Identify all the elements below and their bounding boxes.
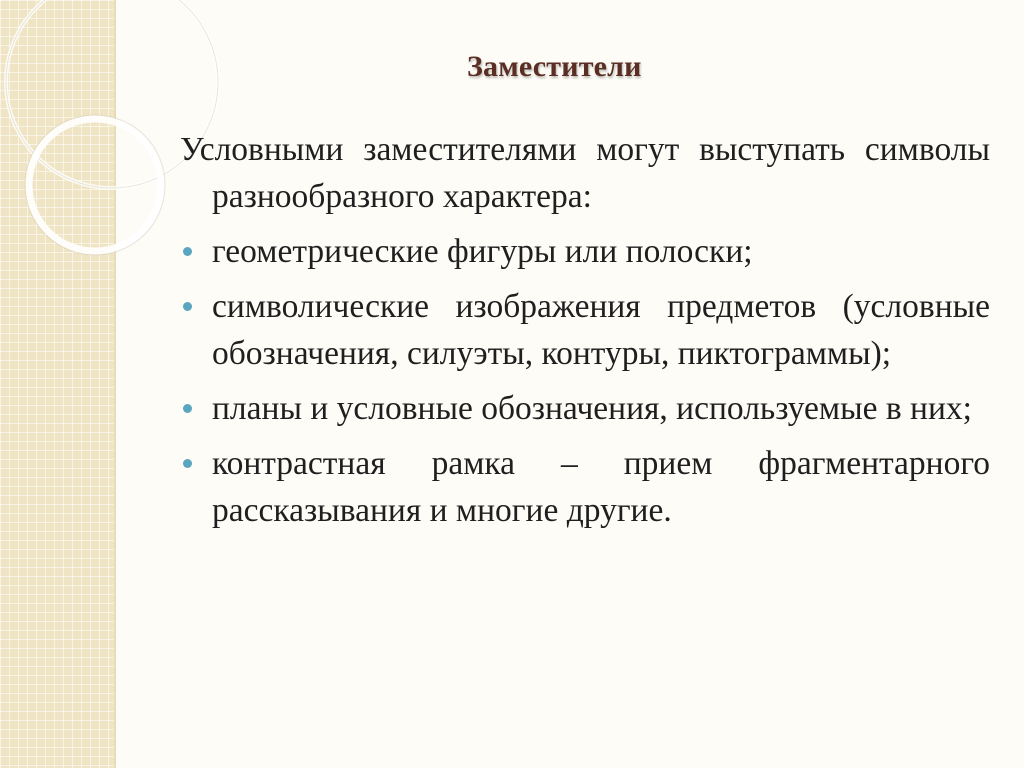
list-item	[180, 385, 990, 432]
list-item	[180, 283, 990, 377]
list-item-text: геометрические фигуры или полоски;	[212, 233, 753, 270]
bullet-dot-icon	[183, 459, 192, 468]
slide-title: Заместители	[467, 50, 642, 83]
list-item	[180, 440, 990, 534]
bullet-dot-icon	[183, 247, 192, 256]
list-item-text: планы и условные обозначения, используемые в них;	[212, 390, 972, 427]
bullet-dot-icon	[183, 302, 192, 311]
decorative-side-strip	[0, 0, 114, 768]
list-item-text: контрастная рамка – прием фрагментарного рассказывания и многие другие.	[212, 445, 990, 529]
bullet-dot-icon	[183, 404, 192, 413]
list-item	[180, 228, 990, 275]
slide-content	[180, 126, 990, 542]
list-item-text: символические изображения предметов (условные обозначения, силуэты, контуры, пиктограммы);	[212, 288, 990, 372]
bullet-list	[180, 228, 990, 534]
side-strip-edge	[114, 0, 116, 768]
intro-paragraph: Условными заместителями могут выступать символы разнообразного характера:	[180, 131, 990, 215]
